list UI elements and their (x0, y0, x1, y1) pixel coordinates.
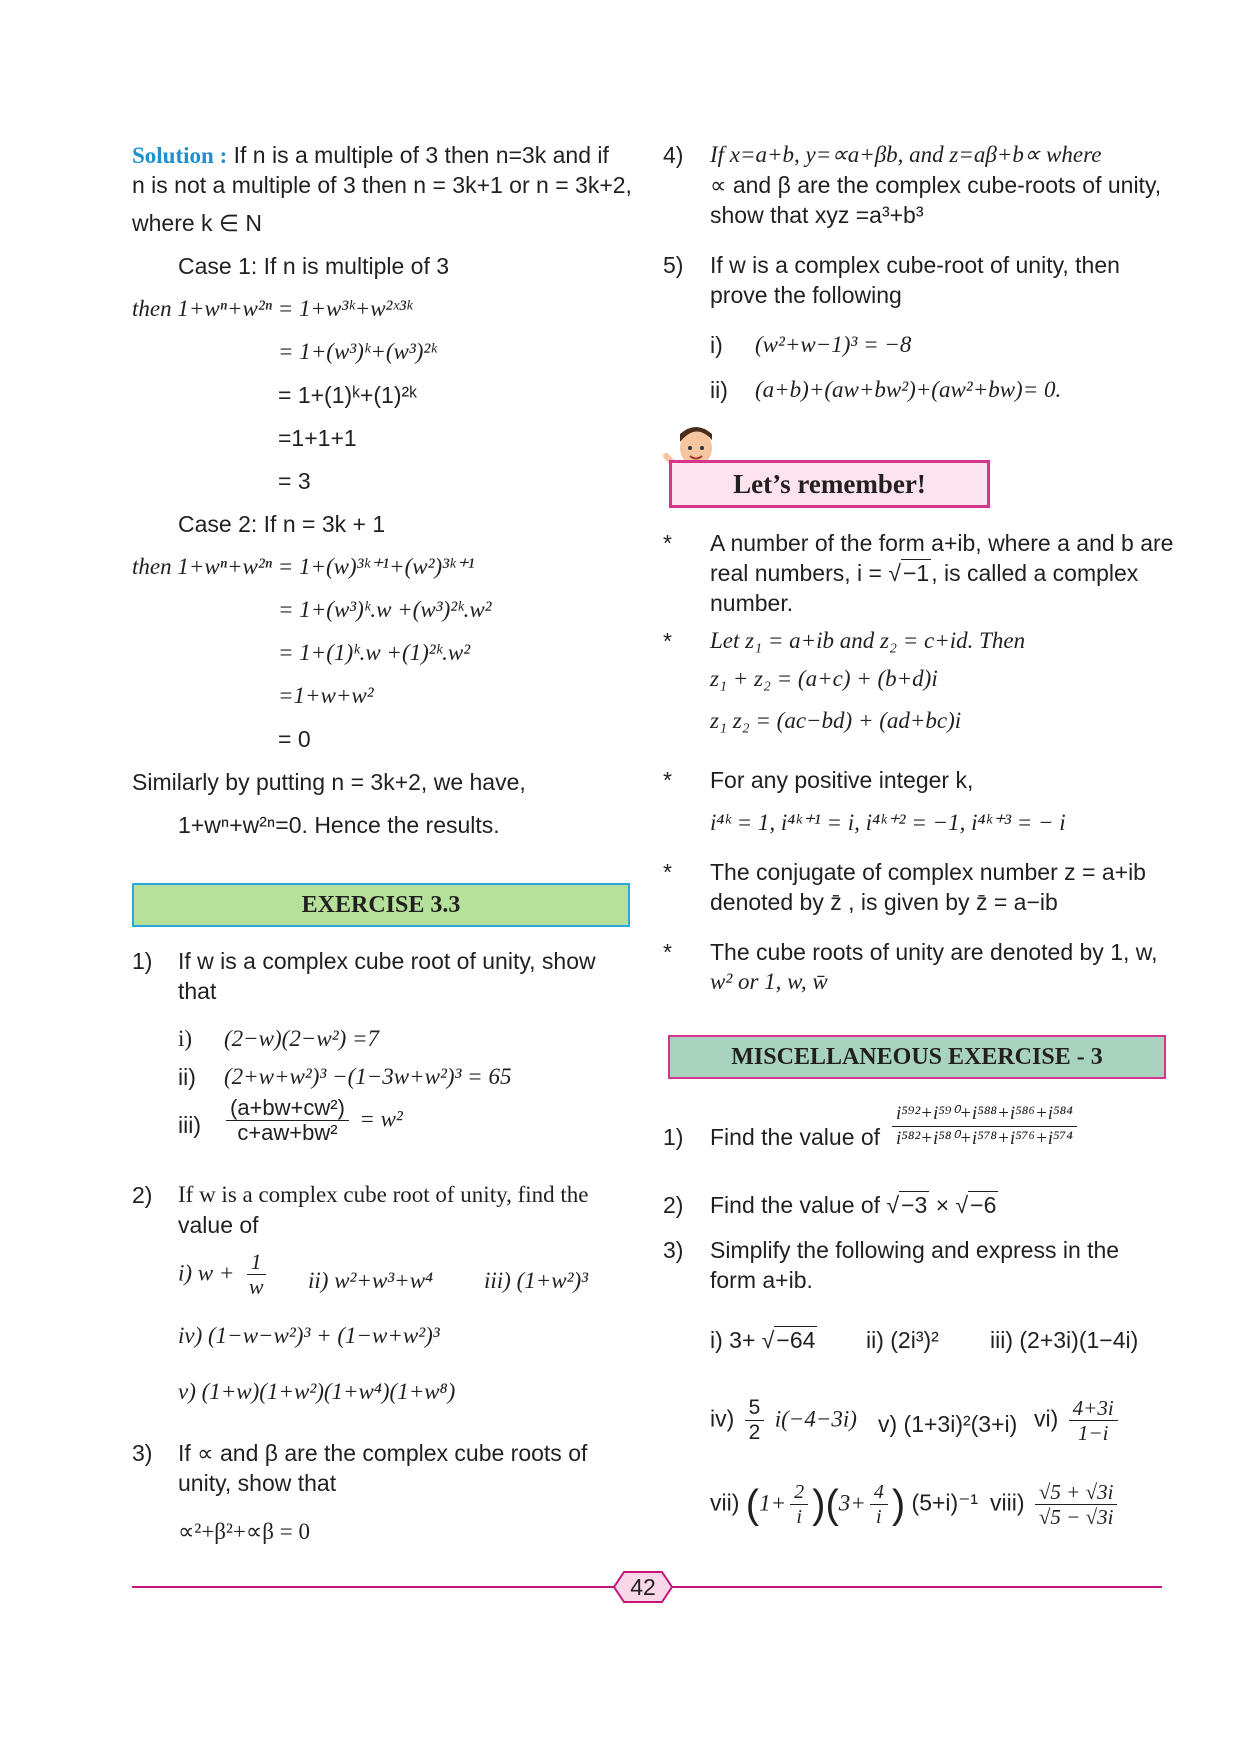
remember-4-line-1: The conjugate of complex number z = a+ib (710, 859, 1146, 885)
remember-star-3: * (663, 767, 672, 793)
remember-1-line-2: real numbers, i = √−1, is called a complex (710, 560, 1139, 586)
case2-line-2: = 1+(w³)ᵏ.w +(w³)²ᵏ.w² (278, 597, 492, 622)
solution-label: Solution : (132, 143, 228, 168)
remember-2-line-2: z₁ + z₂ = (a+c) + (b+d)i (710, 666, 938, 691)
case2-line-1: then 1+wⁿ+w²ⁿ = 1+(w)³ᵏ⁺¹+(w²)³ᵏ⁺¹ (132, 554, 475, 579)
q4-text-3: show that xyz =a³+b³ (710, 202, 924, 228)
q2-v: v) (1+w)(1+w²)(1+w⁴)(1+w⁸) (178, 1379, 456, 1404)
m3-text-2: form a+ib. (710, 1267, 813, 1293)
case2-line-5: = 0 (278, 726, 311, 752)
q1-i-expr: (2−w)(2−w²) =7 (224, 1026, 380, 1051)
remember-2-line-3: z₁ z₂ = (ac−bd) + (ad+bc)i (710, 708, 962, 733)
remember-star-5: * (663, 939, 672, 965)
case1-heading: Case 1: If n is multiple of 3 (178, 253, 450, 279)
m1-fraction: $\frac{\text{i⁵⁹²+i⁵⁹⁰+i⁵⁸⁸+i⁵⁸⁶+i⁵⁸⁴}}{\text{i⁵⁸²+i⁵⁸⁰+i⁵⁷⁸+i⁵⁷⁶+i⁵⁷⁴}}$ (888, 1102, 1081, 1151)
similarly-line: Similarly by putting n = 3k+2, we have, (132, 769, 526, 795)
q1-ii-label: ii) (178, 1064, 196, 1090)
case2-line-3: = 1+(1)ᵏ.w +(1)²ᵏ.w² (278, 640, 471, 665)
q2-text: If w is a complex cube root of unity, find the (178, 1182, 589, 1207)
q5-number: 5) (663, 252, 684, 278)
lets-remember-heading: Let’s remember! (669, 460, 990, 508)
q5-text-2: prove the following (710, 282, 902, 308)
q3-text-2: unity, show that (178, 1470, 337, 1496)
m1-text: Find the value of (710, 1124, 881, 1150)
case1-line-2: = 1+(w³)ᵏ+(w³)²ᵏ (278, 339, 437, 364)
solution-line-3: where k ∈ N (132, 210, 262, 236)
case1-line-4: =1+1+1 (278, 425, 357, 451)
q3-number: 3) (132, 1440, 153, 1466)
q2-i: i) w + $\frac{1}{w}$ (178, 1250, 272, 1299)
m1-number: 1) (663, 1124, 684, 1150)
q1-number: 1) (132, 948, 153, 974)
q4-text-2: ∝ and β are the complex cube-roots of unity, (710, 172, 1162, 198)
m2-text: Find the value of √−3 × √−6 (710, 1192, 997, 1218)
case1-line-3: = 1+(1)ᵏ+(1)²ᵏ (278, 382, 417, 408)
case1-line-1: then 1+wⁿ+w²ⁿ = 1+w³ᵏ+w²ˣ³ᵏ (132, 296, 413, 321)
m3-iii: iii) (2+3i)(1−4i) (990, 1327, 1139, 1353)
q5-i-label: i) (710, 332, 723, 358)
page-number: 42 (630, 1573, 656, 1600)
remember-1-line-1: A number of the form a+ib, where a and b are (710, 530, 1174, 556)
q2-iii: iii) (1+w²)³ (484, 1268, 589, 1293)
m3-vii: vii) (1+ $\frac{2}{i}$ )(3+ $\frac{4}{i}$ ) (5+i)⁻¹ (710, 1481, 978, 1528)
misc-exercise-heading: MISCELLANEOUS EXERCISE - 3 (668, 1035, 1166, 1079)
m2-number: 2) (663, 1192, 684, 1218)
m3-iv: iv) $\frac{5}{2}$ i(−4−3i) (710, 1396, 857, 1444)
q1-text: If w is a complex cube root of unity, show (178, 948, 596, 974)
q1-i-label: i) (178, 1026, 193, 1051)
q1-text-2: that (178, 978, 217, 1004)
remember-5-line-2: w² or 1, w, w̄ (710, 969, 828, 994)
m3-text: Simplify the following and express in the (710, 1237, 1120, 1263)
q1-iii-label: iii) (178, 1112, 201, 1138)
m3-ii: ii) (2i³)² (866, 1327, 939, 1353)
exercise-heading: EXERCISE 3.3 (132, 883, 630, 927)
q2-ii: ii) w²+w³+w⁴ (308, 1268, 434, 1293)
q2-text-2: value of (178, 1212, 259, 1238)
q5-ii-expr: (a+b)+(aw+bw²)+(aw²+bw)= 0. (755, 377, 1062, 402)
hence-line: 1+wⁿ+w²ⁿ=0. Hence the results. (178, 812, 500, 838)
case2-line-4: =1+w+w² (278, 683, 374, 708)
m3-viii: viii) $\frac{√5 + √3i}{√5 - √3i}$ (990, 1480, 1121, 1529)
remember-3-line-2: i⁴ᵏ = 1, i⁴ᵏ⁺¹ = i, i⁴ᵏ⁺² = −1, i⁴ᵏ⁺³ = − i (710, 810, 1066, 835)
q4-text: If x=a+b, y=∝a+βb, and z=aβ+b∝ where (710, 142, 1102, 167)
case2-heading: Case 2: If n = 3k + 1 (178, 511, 386, 537)
q5-text: If w is a complex cube-root of unity, then (710, 252, 1120, 278)
remember-star-1: * (663, 530, 672, 556)
q3-text: If ∝ and β are the complex cube roots of (178, 1440, 588, 1466)
remember-5-line-1: The cube roots of unity are denoted by 1, w, (710, 939, 1158, 965)
remember-star-4: * (663, 859, 672, 885)
page-number-badge (612, 1570, 674, 1604)
q1-ii-expr: (2+w+w²)³ −(1−3w+w²)³ = 65 (224, 1064, 512, 1089)
solution-line: Solution : If n is a multiple of 3 then n=3k and if (132, 142, 609, 168)
remember-star-2: * (663, 628, 672, 654)
remember-1-line-3: number. (710, 590, 794, 616)
m3-vi: vi) $\frac{4+3i}{1-i}$ (1034, 1396, 1122, 1445)
remember-2-line-1: Let z₁ = a+ib and z₂ = c+id. Then (710, 628, 1026, 653)
q2-number: 2) (132, 1182, 153, 1208)
q3-expr: ∝²+β²+∝β = 0 (178, 1519, 310, 1544)
m3-v: v) (1+3i)²(3+i) (878, 1411, 1018, 1437)
case1-line-5: = 3 (278, 468, 311, 494)
q2-iv: iv) (1−w−w²)³ + (1−w+w²)³ (178, 1323, 440, 1348)
q5-ii-label: ii) (710, 377, 728, 403)
solution-line-2: n is not a multiple of 3 then n = 3k+1 or n = 3k+2, (132, 172, 632, 198)
q4-number: 4) (663, 142, 684, 168)
remember-4-line-2: denoted by z̄ , is given by z̄ = a−ib (710, 889, 1058, 915)
remember-3-line-1: For any positive integer k, (710, 767, 974, 793)
q1-iii-fraction: $\frac{\text{(a+bw+cw²)}}{\text{c+aw+bw²}}$ = w² (222, 1096, 403, 1145)
m3-i: i) 3+ √−64 (710, 1327, 816, 1353)
q5-i-expr: (w²+w−1)³ = −8 (755, 332, 912, 357)
m3-number: 3) (663, 1237, 684, 1263)
